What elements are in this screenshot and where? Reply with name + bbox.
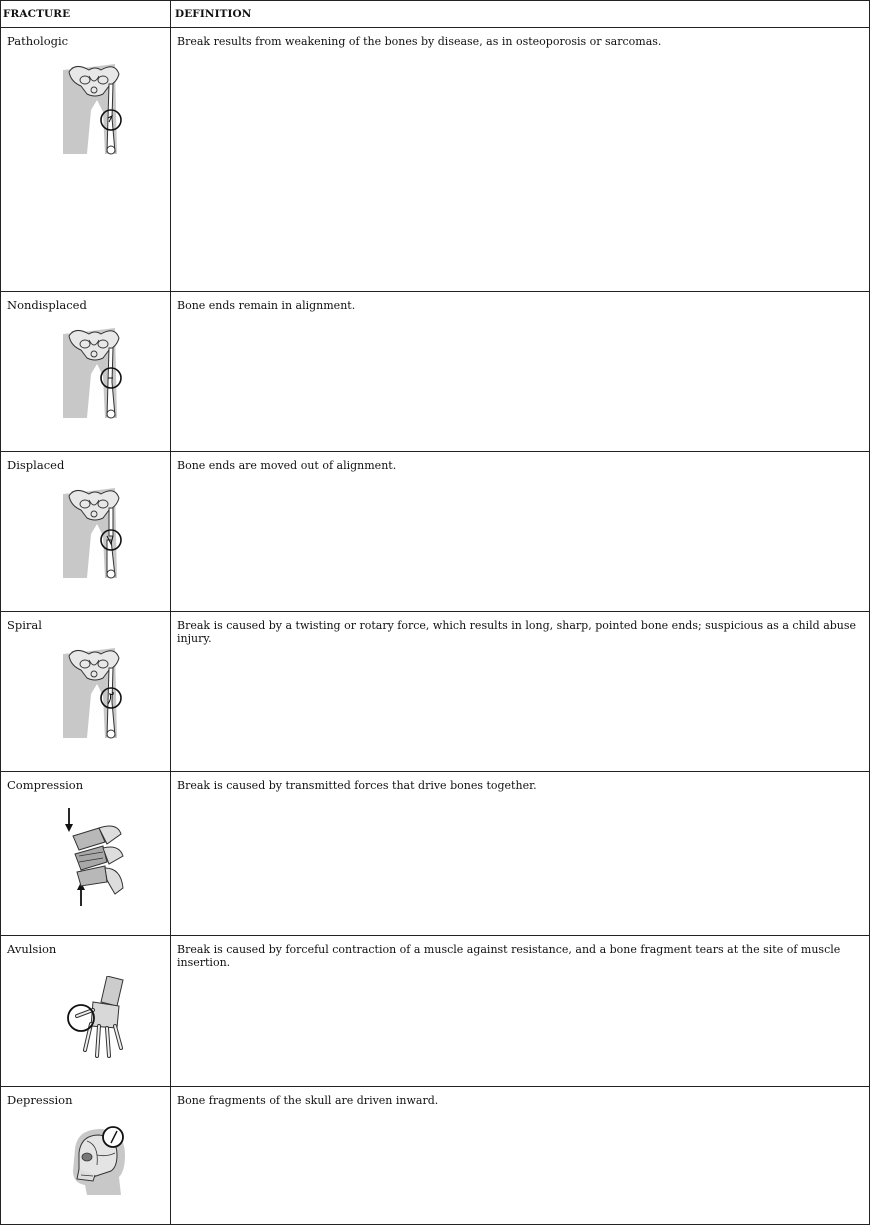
fracture-definition: Bone fragments of the skull are driven inward. <box>177 1094 439 1107</box>
header-definition: DEFINITION <box>171 1 870 28</box>
fracture-definition: Bone ends are moved out of alignment. <box>177 459 397 472</box>
definition-cell <box>171 612 870 772</box>
nondisplaced-illustration <box>63 324 170 420</box>
fracture-name: Avulsion <box>7 942 57 956</box>
definition-cell <box>171 772 870 936</box>
spiral-illustration <box>63 644 170 740</box>
fracture-name: Depression <box>7 1093 73 1107</box>
fracture-cell <box>1 292 171 452</box>
header-fracture: FRACTURE <box>1 1 171 28</box>
table-row <box>1 612 870 772</box>
definition-cell <box>171 1087 870 1225</box>
depression-illustration <box>67 1125 170 1201</box>
fracture-name: Nondisplaced <box>7 298 87 312</box>
fracture-cell <box>1 1087 171 1225</box>
fracture-cell <box>1 612 171 772</box>
compression-illustration <box>59 808 170 906</box>
table-row <box>1 772 870 936</box>
fracture-definition: Break is caused by forceful contraction of a muscle against resistance, and a bone fragment tears at the site of muscle insertion. <box>177 943 841 969</box>
fracture-definition: Break is caused by a twisting or rotary force, which results in long, sharp, pointed bone ends; suspicious as a child abuse injury. <box>177 619 857 645</box>
fracture-name: Displaced <box>7 458 65 472</box>
fracture-cell <box>1 28 171 292</box>
definition-cell <box>171 28 870 292</box>
header-row <box>1 1 870 28</box>
definition-cell <box>171 452 870 612</box>
table-row <box>1 936 870 1087</box>
table-row <box>1 292 870 452</box>
fracture-definition: Bone ends remain in alignment. <box>177 299 356 312</box>
fracture-name: Pathologic <box>7 34 69 48</box>
pathologic-illustration <box>63 60 170 156</box>
fracture-cell <box>1 936 171 1087</box>
fracture-definition: Break is caused by transmitted forces that drive bones together. <box>177 779 537 792</box>
fracture-name: Compression <box>7 778 84 792</box>
fracture-cell <box>1 772 171 936</box>
fracture-definition: Break results from weakening of the bones by disease, as in osteoporosis or sarcomas. <box>177 35 662 48</box>
avulsion-illustration <box>67 976 170 1060</box>
table-row <box>1 28 870 292</box>
table-row <box>1 1087 870 1225</box>
displaced-illustration <box>63 484 170 580</box>
fracture-cell <box>1 452 171 612</box>
definition-cell <box>171 936 870 1087</box>
definition-cell <box>171 292 870 452</box>
fracture-name: Spiral <box>7 618 42 632</box>
table-row <box>1 452 870 612</box>
